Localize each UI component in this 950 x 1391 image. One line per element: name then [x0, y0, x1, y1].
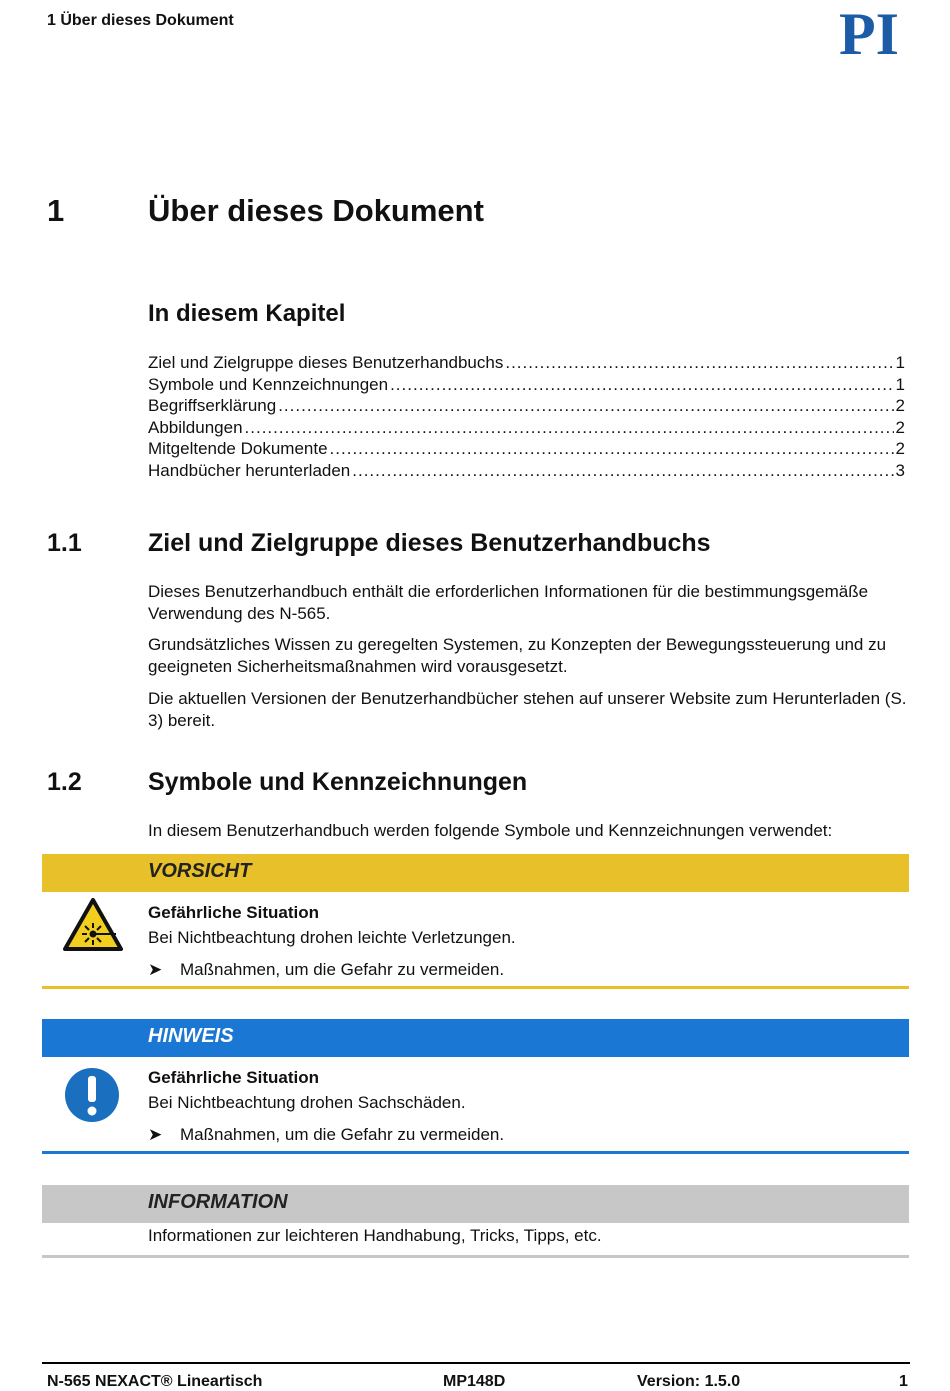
toc-entry-page[interactable]: 1: [895, 374, 905, 394]
toc-leader: [278, 395, 893, 417]
information-label: INFORMATION: [148, 1191, 288, 1213]
information-bottom-rule: [42, 1255, 909, 1258]
notice-consequence: Bei Nichtbeachtung drohen Sachschäden.: [148, 1093, 466, 1112]
notice-bottom-rule: [42, 1151, 909, 1154]
notice-situation: Gefährliche Situation: [148, 1068, 319, 1087]
toc-entry-page[interactable]: 2: [895, 396, 905, 416]
running-header: 1 Über dieses Dokument: [47, 12, 234, 29]
exclamation-circle-icon: [61, 1064, 123, 1126]
notice-measure-text: Maßnahmen, um die Gefahr zu vermeiden.: [180, 1125, 505, 1144]
laser-warning-icon: [62, 897, 124, 953]
chapter-toc: [148, 352, 905, 482]
toc-entry[interactable]: [148, 395, 905, 417]
toc-entry-page[interactable]: 2: [895, 439, 905, 459]
caution-measure: [148, 960, 504, 980]
toc-entry[interactable]: [148, 460, 905, 482]
notice-measure: [148, 1125, 504, 1145]
toc-entry-label[interactable]: Handbücher herunterladen: [148, 460, 351, 480]
footer-page-number: 1: [899, 1373, 908, 1390]
footer-product: N-565 NEXACT® Lineartisch: [47, 1373, 263, 1390]
toc-leader: [330, 438, 894, 460]
toc-leader: [245, 417, 894, 439]
footer-doc-id: MP148D: [443, 1373, 506, 1390]
toc-leader: [505, 352, 893, 374]
toc-entry[interactable]: [148, 417, 905, 439]
toc-entry[interactable]: [148, 352, 905, 374]
section-title: Symbole und Kennzeichnungen: [148, 768, 528, 796]
paragraph: Die aktuellen Versionen der Benutzerhandbücher stehen auf unserer Website zum Herunterladen (S. 3) bereit.: [148, 689, 907, 730]
paragraph: Grundsätzliches Wissen zu geregelten Systemen, zu Konzepten der Bewegungssteuerung und zu geeigneten Sicherheitsmaßnahmen wird vorausgesetzt.: [148, 635, 887, 676]
caution-header: [42, 854, 909, 892]
toc-entry[interactable]: [148, 374, 905, 396]
toc-entry-page[interactable]: 2: [895, 417, 905, 437]
intro-paragraph: In diesem Benutzerhandbuch werden folgende Symbole und Kennzeichnungen verwendet:: [148, 821, 833, 840]
paragraph: Dieses Benutzerhandbuch enthält die erforderlichen Informationen für die bestimmungsgemäße Verwendung des N-565.: [148, 582, 869, 623]
arrow-bullet-icon: ➤: [148, 1125, 163, 1144]
information-text: Informationen zur leichteren Handhabung, Tricks, Tipps, etc.: [148, 1226, 602, 1245]
section-title: Ziel und Zielgruppe dieses Benutzerhandbuchs: [148, 529, 711, 557]
notice-label: HINWEIS: [148, 1025, 234, 1047]
caution-label: VORSICHT: [148, 860, 252, 882]
caution-situation: Gefährliche Situation: [148, 903, 319, 922]
pi-logo-text: PI: [839, 6, 899, 58]
toc-entry-label[interactable]: Abbildungen: [148, 417, 243, 437]
in-this-chapter-heading: In diesem Kapitel: [148, 300, 346, 327]
caution-bottom-rule: [42, 986, 909, 989]
toc-entry[interactable]: [148, 438, 905, 460]
information-header: [42, 1185, 909, 1223]
toc-entry-label[interactable]: Mitgeltende Dokumente: [148, 439, 328, 459]
section-number: 1.2: [47, 768, 82, 796]
chapter-title: Über dieses Dokument: [148, 193, 484, 228]
toc-entry-page[interactable]: 3: [895, 460, 905, 480]
notice-header: [42, 1019, 909, 1057]
section-number: 1.1: [47, 529, 82, 557]
caution-measure-text: Maßnahmen, um die Gefahr zu vermeiden.: [180, 960, 505, 979]
toc-leader: [352, 460, 893, 482]
toc-entry-label[interactable]: Symbole und Kennzeichnungen: [148, 374, 389, 394]
chapter-number: 1: [47, 193, 65, 228]
toc-entry-page[interactable]: 1: [895, 353, 905, 372]
caution-consequence: Bei Nichtbeachtung drohen leichte Verletzungen.: [148, 928, 516, 947]
toc-entry-label[interactable]: Ziel und Zielgruppe dieses Benutzerhandbuchs: [148, 353, 504, 372]
pi-logo: [815, 6, 923, 58]
toc-entry-label[interactable]: Begriffserklärung: [148, 396, 277, 416]
arrow-bullet-icon: ➤: [148, 960, 163, 979]
footer-rule: [42, 1362, 910, 1364]
toc-leader: [390, 374, 893, 396]
footer-version: Version: 1.5.0: [637, 1373, 741, 1390]
